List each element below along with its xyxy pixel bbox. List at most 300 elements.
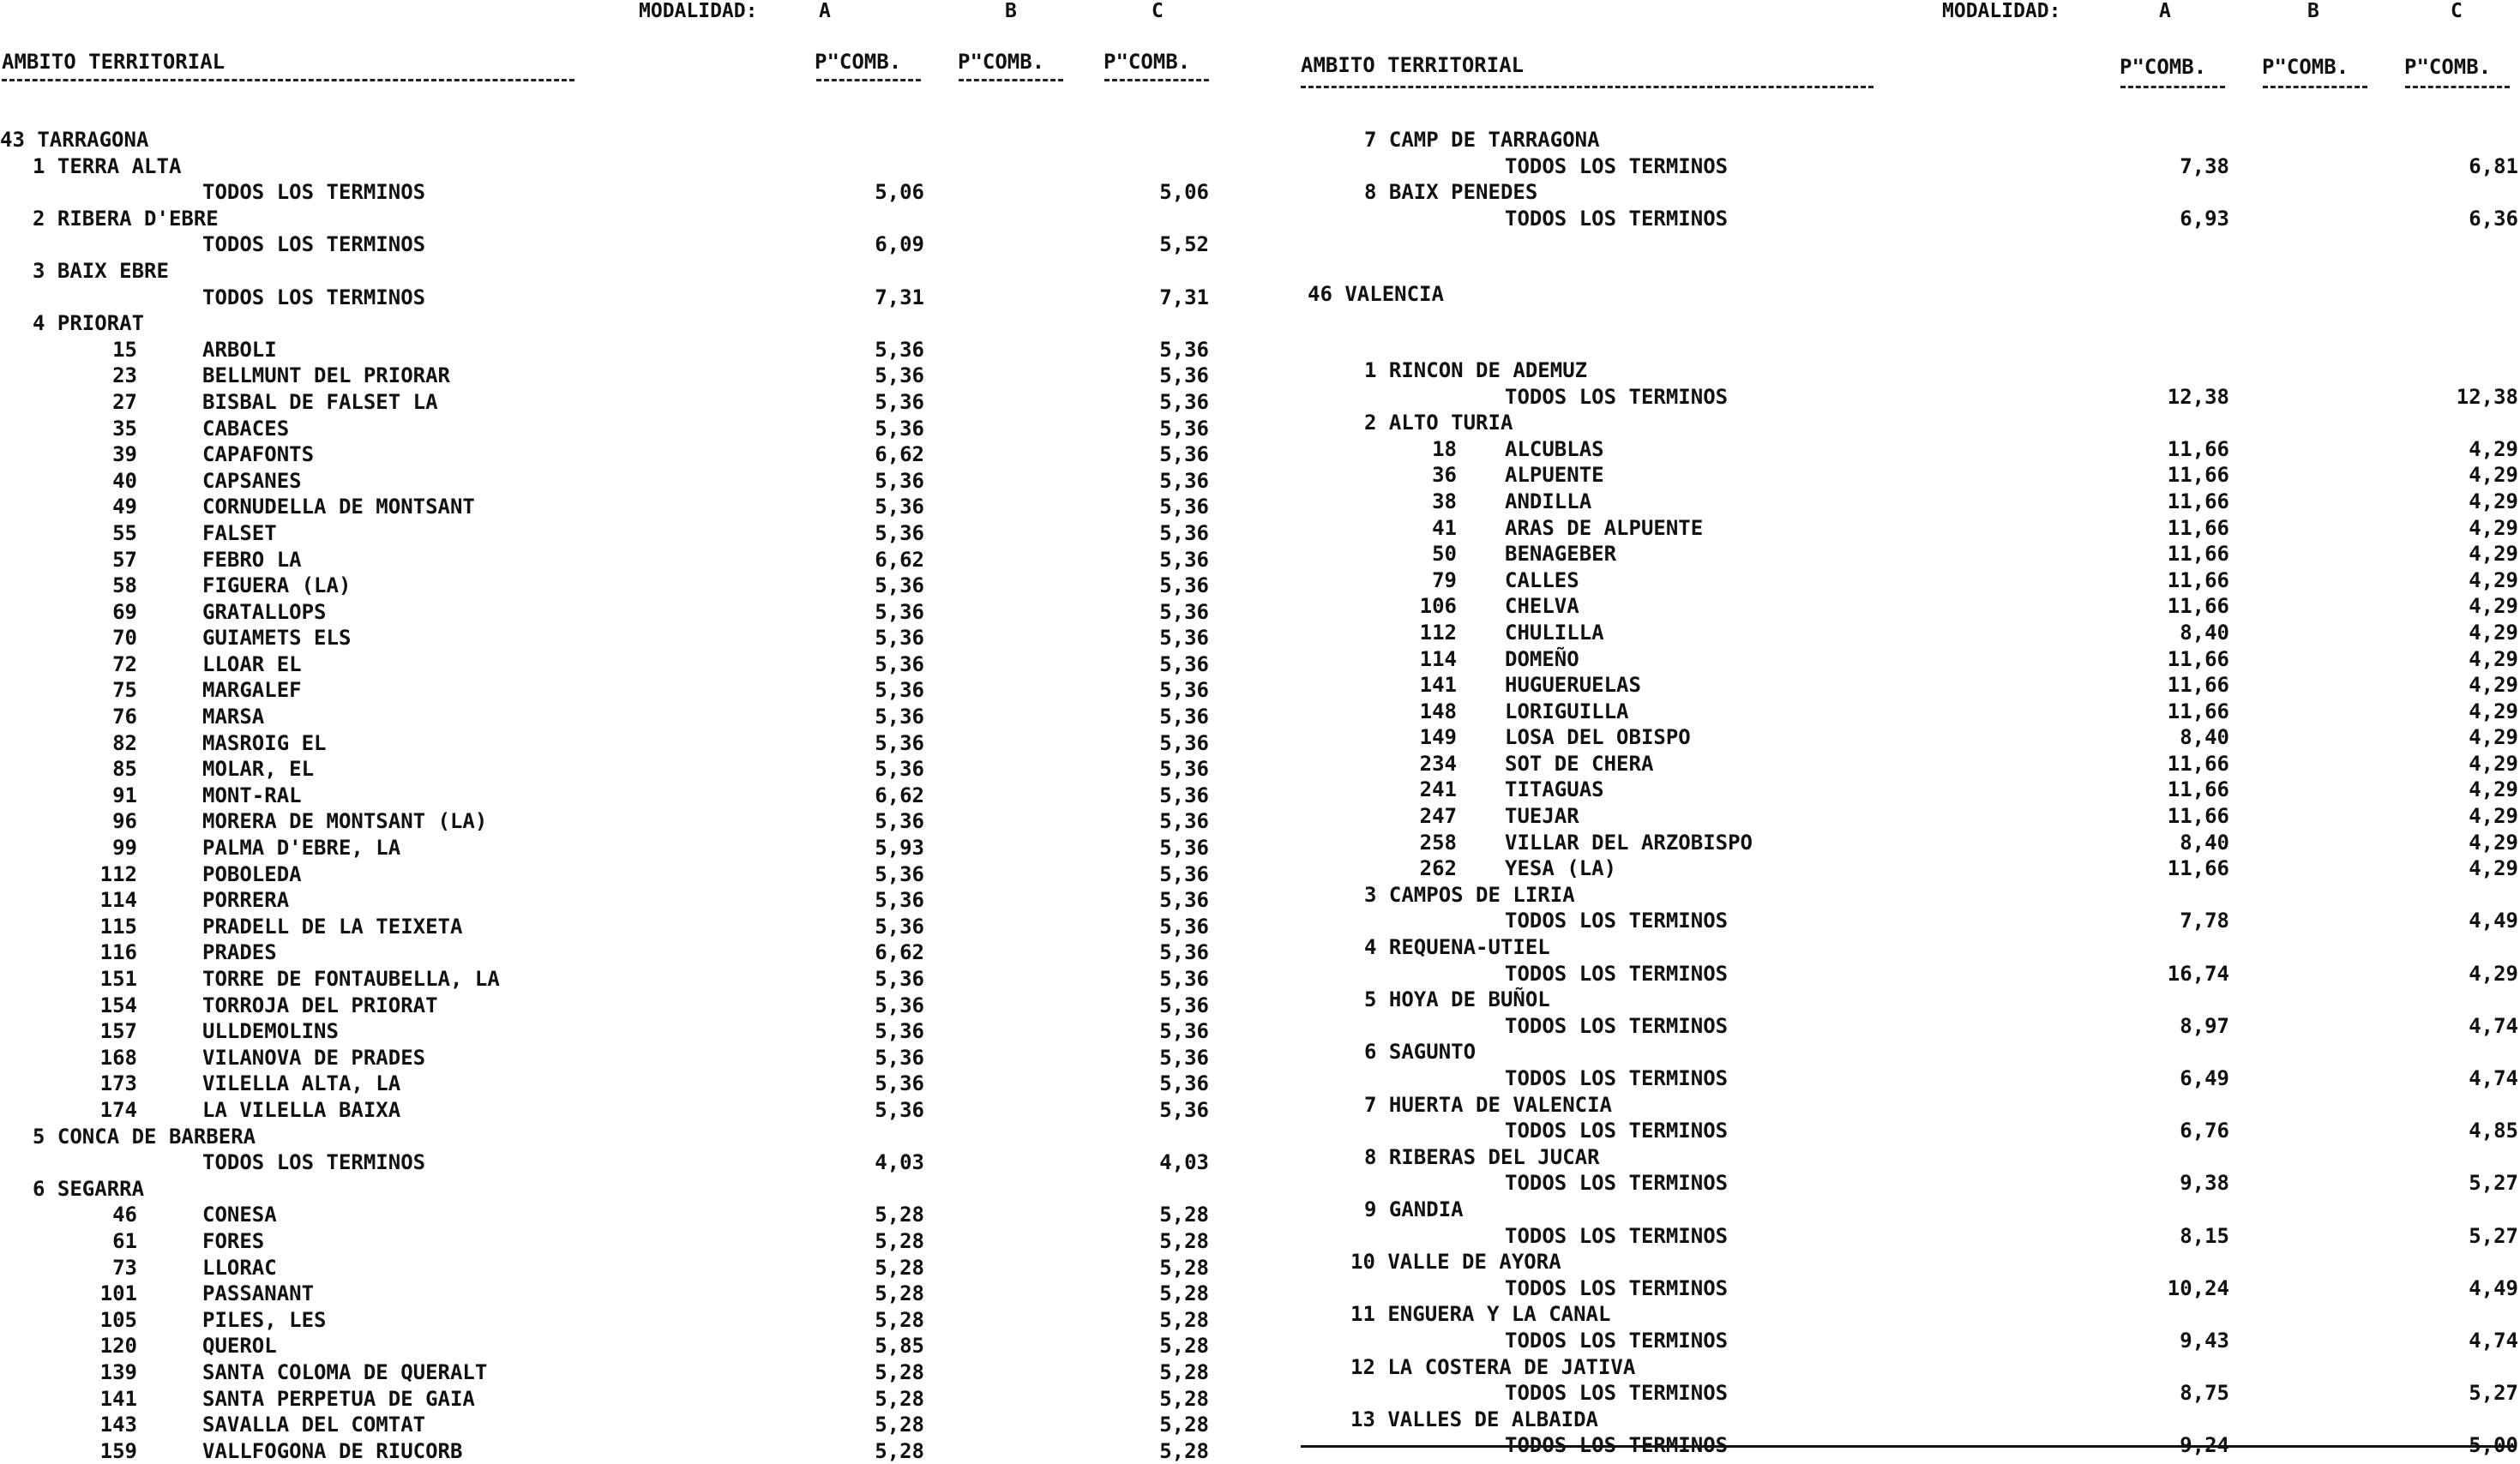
- table-row: [1299, 1013, 2520, 1040]
- municipality-code: 247: [1419, 804, 1457, 829]
- value-c: 5,28: [1159, 1438, 1209, 1463]
- table-row: [1299, 751, 2520, 777]
- row-label: TODOS LOS TERMINOS: [1505, 384, 1729, 409]
- value-c: 5,27: [2469, 1171, 2518, 1196]
- value-a: 6,76: [2180, 1119, 2229, 1143]
- value-a: 8,15: [2180, 1223, 2229, 1248]
- municipality-code: 73: [112, 1255, 137, 1280]
- value-a: 4,03: [875, 1150, 924, 1175]
- value-c: 5,36: [1159, 468, 1209, 493]
- table-row: [1299, 1380, 2520, 1407]
- value-c: 4,29: [2469, 804, 2518, 829]
- value-a: 8,97: [2180, 1013, 2229, 1038]
- municipality-name: TUEJAR: [1505, 804, 1579, 829]
- table-row: [0, 363, 1218, 389]
- value-a: 5,28: [875, 1413, 924, 1437]
- municipality-code: 36: [1432, 463, 1457, 488]
- value-c: 5,27: [2469, 1381, 2518, 1406]
- municipality-code: 262: [1419, 856, 1457, 881]
- value-c: 5,28: [1159, 1228, 1209, 1253]
- value-a: 5,28: [875, 1359, 924, 1384]
- value-a: 11,66: [2167, 856, 2229, 881]
- municipality-code: 112: [99, 861, 137, 886]
- municipality-code: 85: [112, 757, 137, 782]
- table-row: [1299, 179, 2520, 206]
- table-row: [0, 677, 1218, 704]
- value-c: 4,29: [2469, 594, 2518, 619]
- value-c: 4,29: [2469, 489, 2518, 513]
- municipality-name: VALLFOGONA DE RIUCORB: [202, 1438, 463, 1463]
- value-c: 5,36: [1159, 363, 1209, 388]
- table-row: [1299, 541, 2520, 567]
- table-row: [0, 783, 1218, 809]
- value-a: 11,66: [2167, 699, 2229, 723]
- value-a: 5,36: [875, 416, 924, 441]
- value-a: 5,36: [875, 573, 924, 598]
- row-label: TODOS LOS TERMINOS: [1505, 1119, 1729, 1143]
- value-a: 9,38: [2180, 1171, 2229, 1196]
- municipality-name: MOLAR, EL: [202, 757, 315, 782]
- table-row: [1299, 515, 2520, 542]
- value-a: 9,24: [2180, 1433, 2229, 1458]
- municipality-name: ANDILLA: [1505, 489, 1592, 513]
- municipality-code: 38: [1432, 489, 1457, 513]
- municipality-code: 76: [112, 705, 137, 729]
- table-row: [0, 258, 1218, 285]
- comarca-label: 8 BAIX PENEDES: [1364, 180, 1538, 205]
- value-c: 6,81: [2469, 153, 2518, 178]
- value-c: 5,36: [1159, 337, 1209, 362]
- comarca-label: 5 CONCA DE BARBERA: [33, 1124, 256, 1149]
- comarca-label: 1 TERRA ALTA: [33, 153, 182, 178]
- value-a: 5,36: [875, 757, 924, 782]
- value-c: 5,36: [1159, 836, 1209, 861]
- value-c: 5,28: [1159, 1281, 1209, 1306]
- value-a: 11,66: [2167, 515, 2229, 540]
- municipality-name: ULLDEMOLINS: [202, 1019, 339, 1044]
- municipality-code: 141: [99, 1386, 137, 1411]
- comarca-label: 13 VALLES DE ALBAIDA: [1350, 1407, 1598, 1431]
- table-row: [1299, 1170, 2520, 1197]
- value-a: 5,36: [875, 1097, 924, 1122]
- table-row: [0, 520, 1218, 547]
- value-c: 5,28: [1159, 1413, 1209, 1437]
- value-c: 5,27: [2469, 1223, 2518, 1248]
- value-a: 5,36: [875, 363, 924, 388]
- value-a: 5,93: [875, 836, 924, 861]
- table-row: [0, 993, 1218, 1019]
- comarca-label: 3 CAMPOS DE LIRIA: [1364, 882, 1575, 907]
- value-a: 11,66: [2167, 673, 2229, 698]
- value-a: 5,36: [875, 495, 924, 519]
- value-a: 11,66: [2167, 646, 2229, 671]
- municipality-name: QUEROL: [202, 1334, 277, 1359]
- table-row: [0, 389, 1218, 416]
- municipality-name: MASROIG EL: [202, 730, 327, 755]
- value-a: 6,93: [2180, 206, 2229, 231]
- table-row: [1299, 934, 2520, 961]
- municipality-name: CALLES: [1505, 567, 1579, 592]
- value-c: 4,29: [2469, 436, 2518, 461]
- value-c: 4,29: [2469, 620, 2518, 645]
- table-row: [0, 179, 1218, 206]
- table-row: [0, 1386, 1218, 1413]
- municipality-code: 148: [1419, 699, 1457, 723]
- table-row: [0, 285, 1218, 311]
- comarca-label: 1 RINCON DE ADEMUZ: [1364, 357, 1588, 382]
- table-row: [1299, 1328, 2520, 1354]
- municipality-name: PRADES: [202, 940, 277, 965]
- municipality-name: MARSA: [202, 705, 265, 729]
- municipality-code: 101: [99, 1281, 137, 1306]
- value-c: 5,28: [1159, 1307, 1209, 1332]
- value-a: 5,28: [875, 1281, 924, 1306]
- value-c: 5,36: [1159, 547, 1209, 572]
- table-row: [1299, 646, 2520, 673]
- value-a: 11,66: [2167, 751, 2229, 776]
- table-row: [0, 1202, 1218, 1228]
- row-label: TODOS LOS TERMINOS: [1505, 1328, 1729, 1353]
- value-c: 4,85: [2469, 1119, 2518, 1143]
- municipality-code: 41: [1432, 515, 1457, 540]
- municipality-name: BELLMUNT DEL PRIORAR: [202, 363, 450, 388]
- value-c: 4,03: [1159, 1150, 1209, 1175]
- table-row: [0, 1018, 1218, 1045]
- value-c: 5,36: [1159, 993, 1209, 1017]
- value-c: 5,28: [1159, 1334, 1209, 1359]
- table-row: [0, 704, 1218, 730]
- col-c-underline: [1104, 79, 1209, 81]
- value-a: 11,66: [2167, 542, 2229, 567]
- table-row: [0, 337, 1218, 363]
- municipality-code: 168: [99, 1045, 137, 1070]
- value-c: 5,36: [1159, 416, 1209, 441]
- table-row: [0, 861, 1218, 888]
- municipality-code: 35: [112, 416, 137, 441]
- table-row: [0, 441, 1218, 468]
- municipality-name: PILES, LES: [202, 1307, 327, 1332]
- table-row: [0, 206, 1218, 232]
- municipality-name: HUGUERUELAS: [1505, 673, 1641, 698]
- value-a: 5,36: [875, 468, 924, 493]
- value-c: 5,36: [1159, 1019, 1209, 1044]
- municipality-name: CHELVA: [1505, 594, 1579, 619]
- value-c: 5,36: [1159, 914, 1209, 939]
- municipality-name: ARBOLI: [202, 337, 277, 362]
- value-a: 12,38: [2167, 384, 2229, 409]
- municipality-code: 151: [99, 967, 137, 991]
- table-row: [1299, 620, 2520, 646]
- municipality-code: 141: [1419, 673, 1457, 698]
- value-a: 5,36: [875, 888, 924, 913]
- value-c: 5,36: [1159, 809, 1209, 834]
- value-a: 5,36: [875, 967, 924, 991]
- municipality-code: 234: [1419, 751, 1457, 776]
- comarca-label: 12 LA COSTERA DE JATIVA: [1350, 1354, 1636, 1379]
- table-row: [1299, 1249, 2520, 1275]
- municipality-name: LLOAR EL: [202, 651, 302, 676]
- value-c: 4,74: [2469, 1066, 2518, 1090]
- value-c: 5,28: [1159, 1386, 1209, 1411]
- municipality-code: 99: [112, 836, 137, 861]
- value-a: 5,06: [875, 180, 924, 205]
- municipality-code: 174: [99, 1097, 137, 1122]
- municipality-name: ALPUENTE: [1505, 463, 1604, 488]
- table-row: [1299, 699, 2520, 725]
- table-row: [0, 1176, 1218, 1203]
- value-c: 4,49: [2469, 909, 2518, 933]
- value-a: 5,28: [875, 1386, 924, 1411]
- municipality-code: 55: [112, 520, 137, 545]
- municipality-name: TORROJA DEL PRIORAT: [202, 993, 438, 1017]
- table-row: [1299, 127, 2520, 153]
- value-a: 6,09: [875, 232, 924, 257]
- table-row: [0, 599, 1218, 626]
- municipality-code: 49: [112, 495, 137, 519]
- table-row: [0, 1228, 1218, 1255]
- municipality-name: SAVALLA DEL COMTAT: [202, 1413, 426, 1437]
- row-label: TODOS LOS TERMINOS: [1505, 1433, 1729, 1458]
- municipality-code: 70: [112, 626, 137, 651]
- municipality-name: LOSA DEL OBISPO: [1505, 725, 1691, 750]
- municipality-code: 154: [99, 993, 137, 1017]
- municipality-name: CAPSANES: [202, 468, 302, 493]
- value-a: 5,36: [875, 809, 924, 834]
- value-c: 5,28: [1159, 1359, 1209, 1384]
- table-row: [0, 494, 1218, 520]
- table-row: [0, 1255, 1218, 1281]
- table-row: [1299, 1301, 2520, 1328]
- municipality-code: 106: [1419, 594, 1457, 619]
- table-row: [1299, 1039, 2520, 1065]
- row-label: TODOS LOS TERMINOS: [1505, 206, 1729, 231]
- value-c: 5,36: [1159, 495, 1209, 519]
- municipality-code: 61: [112, 1228, 137, 1253]
- value-a: 5,28: [875, 1255, 924, 1280]
- comarca-label: 11 ENGUERA Y LA CANAL: [1350, 1302, 1611, 1327]
- municipality-code: 79: [1432, 567, 1457, 592]
- table-row: [1299, 777, 2520, 803]
- value-a: 5,28: [875, 1228, 924, 1253]
- municipality-name: SANTA COLOMA DE QUERALT: [202, 1359, 488, 1384]
- table-row: [0, 887, 1218, 914]
- comarca-label: 7 CAMP DE TARRAGONA: [1364, 128, 1600, 152]
- table-row: [0, 651, 1218, 678]
- value-c: 5,36: [1159, 1045, 1209, 1070]
- value-c: 5,36: [1159, 573, 1209, 598]
- value-c: 5,36: [1159, 678, 1209, 703]
- value-c: 4,29: [2469, 542, 2518, 567]
- municipality-name: PORRERA: [202, 888, 290, 913]
- table-row: [1299, 830, 2520, 856]
- value-a: 8,75: [2180, 1381, 2229, 1406]
- value-a: 5,36: [875, 678, 924, 703]
- value-c: 4,29: [2469, 961, 2518, 986]
- municipality-name: CONESA: [202, 1203, 277, 1227]
- municipality-name: SOT DE CHERA: [1505, 751, 1654, 776]
- municipality-name: PALMA D'EBRE, LA: [202, 836, 401, 861]
- table-row: [1299, 961, 2520, 987]
- value-a: 11,66: [2167, 777, 2229, 802]
- province-label: 46 VALENCIA: [1308, 282, 1444, 307]
- row-label: TODOS LOS TERMINOS: [1505, 1223, 1729, 1248]
- table-row: [0, 127, 1218, 153]
- municipality-name: MARGALEF: [202, 678, 302, 703]
- province-label: 43 TARRAGONA: [0, 128, 149, 152]
- municipality-name: PRADELL DE LA TEIXETA: [202, 914, 463, 939]
- municipality-code: 72: [112, 651, 137, 676]
- comarca-label: 4 REQUENA-UTIEL: [1364, 935, 1550, 960]
- value-a: 5,36: [875, 730, 924, 755]
- table-row: [1299, 1275, 2520, 1302]
- municipality-code: 139: [99, 1359, 137, 1384]
- table-row: [0, 1124, 1218, 1150]
- modalidad-a: A: [2159, 0, 2171, 22]
- value-a: 6,62: [875, 547, 924, 572]
- municipality-code: 50: [1432, 542, 1457, 567]
- value-c: 4,29: [2469, 751, 2518, 776]
- table-row: [0, 914, 1218, 940]
- value-c: 4,49: [2469, 1275, 2518, 1300]
- municipality-name: BISBAL DE FALSET LA: [202, 389, 438, 414]
- table-row: [1299, 672, 2520, 699]
- municipality-name: LLORAC: [202, 1255, 277, 1280]
- value-a: 16,74: [2167, 961, 2229, 986]
- value-a: 6,62: [875, 442, 924, 467]
- value-c: 5,36: [1159, 757, 1209, 782]
- value-c: 5,36: [1159, 626, 1209, 651]
- value-a: 7,31: [875, 285, 924, 309]
- value-c: 5,36: [1159, 1071, 1209, 1096]
- modalidad-label: MODALIDAD:: [639, 0, 758, 22]
- municipality-code: 40: [112, 468, 137, 493]
- table-row: [0, 416, 1218, 442]
- municipality-name: YESA (LA): [1505, 856, 1617, 881]
- municipality-code: 173: [99, 1071, 137, 1096]
- value-a: 8,40: [2180, 830, 2229, 855]
- value-c: 4,29: [2469, 777, 2518, 802]
- municipality-name: CORNUDELLA DE MONTSANT: [202, 495, 475, 519]
- municipality-code: 241: [1419, 777, 1457, 802]
- municipality-code: 114: [99, 888, 137, 913]
- municipality-name: POBOLEDA: [202, 861, 302, 886]
- value-c: 4,29: [2469, 856, 2518, 881]
- municipality-name: MORERA DE MONTSANT (LA): [202, 809, 488, 834]
- table-row: [0, 1071, 1218, 1097]
- value-c: 12,38: [2456, 384, 2518, 409]
- table-row: [1299, 1144, 2520, 1171]
- municipality-code: 120: [99, 1334, 137, 1359]
- table-row: [1299, 1092, 2520, 1119]
- value-a: 5,36: [875, 520, 924, 545]
- value-a: 9,43: [2180, 1328, 2229, 1353]
- municipality-code: 75: [112, 678, 137, 703]
- value-a: 5,36: [875, 993, 924, 1017]
- modalidad-c: C: [1152, 0, 1164, 22]
- table-row: [1299, 882, 2520, 909]
- municipality-name: GRATALLOPS: [202, 599, 327, 624]
- table-row: [1299, 436, 2520, 463]
- value-a: 8,40: [2180, 620, 2229, 645]
- value-c: 5,52: [1159, 232, 1209, 257]
- col-a-header: P"COMB.: [2120, 55, 2207, 79]
- value-a: 5,28: [875, 1307, 924, 1332]
- value-a: 7,38: [2180, 153, 2229, 178]
- table-row: [0, 808, 1218, 835]
- row-label: TODOS LOS TERMINOS: [1505, 961, 1729, 986]
- ambito-header: AMBITO TERRITORIAL: [1301, 53, 1525, 77]
- value-c: 5,28: [1159, 1203, 1209, 1227]
- municipality-name: CAPAFONTS: [202, 442, 315, 467]
- table-row: [1299, 357, 2520, 384]
- header-underline: [1301, 86, 1873, 88]
- table-row: [1299, 987, 2520, 1013]
- municipality-code: 105: [99, 1307, 137, 1332]
- municipality-name: DOMEÑO: [1505, 646, 1579, 671]
- municipality-code: 57: [112, 547, 137, 572]
- value-c: 4,74: [2469, 1328, 2518, 1353]
- value-c: 5,36: [1159, 1097, 1209, 1122]
- table-row: [1299, 567, 2520, 594]
- value-c: 4,29: [2469, 673, 2518, 698]
- value-a: 5,36: [875, 705, 924, 729]
- modalidad-c: C: [2451, 0, 2463, 22]
- table-row: [0, 231, 1218, 258]
- table-row: [1299, 1407, 2520, 1433]
- municipality-code: 116: [99, 940, 137, 965]
- value-c: 5,36: [1159, 967, 1209, 991]
- value-c: 5,36: [1159, 389, 1209, 414]
- municipality-code: 39: [112, 442, 137, 467]
- municipality-code: 96: [112, 809, 137, 834]
- table-row: [0, 1307, 1218, 1334]
- bottom-rule: [1301, 1445, 2517, 1448]
- municipality-code: 143: [99, 1413, 137, 1437]
- municipality-name: PASSANANT: [202, 1281, 315, 1306]
- table-row: [1299, 153, 2520, 180]
- comarca-label: 5 HOYA DE BUÑOL: [1364, 987, 1550, 1012]
- municipality-code: 114: [1419, 646, 1457, 671]
- value-a: 5,36: [875, 1019, 924, 1044]
- value-a: 5,36: [875, 626, 924, 651]
- table-row: [1299, 1118, 2520, 1144]
- row-label: TODOS LOS TERMINOS: [1505, 1066, 1729, 1090]
- municipality-code: 149: [1419, 725, 1457, 750]
- municipality-name: BENAGEBER: [1505, 542, 1617, 567]
- municipality-code: 23: [112, 363, 137, 388]
- table-row: [0, 1412, 1218, 1438]
- table-row: [1299, 724, 2520, 751]
- comarca-label: 10 VALLE DE AYORA: [1350, 1250, 1561, 1275]
- value-a: 5,36: [875, 389, 924, 414]
- municipality-code: 58: [112, 573, 137, 598]
- value-a: 5,36: [875, 337, 924, 362]
- municipality-code: 46: [112, 1203, 137, 1227]
- col-b-header: P"COMB.: [958, 50, 1045, 74]
- value-c: 5,28: [1159, 1255, 1209, 1280]
- value-a: 6,49: [2180, 1066, 2229, 1090]
- value-a: 5,36: [875, 914, 924, 939]
- municipality-name: ALCUBLAS: [1505, 436, 1604, 461]
- table-row: [0, 835, 1218, 861]
- municipality-name: LA VILELLA BAIXA: [202, 1097, 401, 1122]
- value-c: 4,29: [2469, 515, 2518, 540]
- table-row: [1299, 855, 2520, 882]
- value-c: 5,36: [1159, 861, 1209, 886]
- municipality-name: CHULILLA: [1505, 620, 1604, 645]
- row-label: TODOS LOS TERMINOS: [202, 285, 426, 309]
- municipality-name: TITAGUAS: [1505, 777, 1604, 802]
